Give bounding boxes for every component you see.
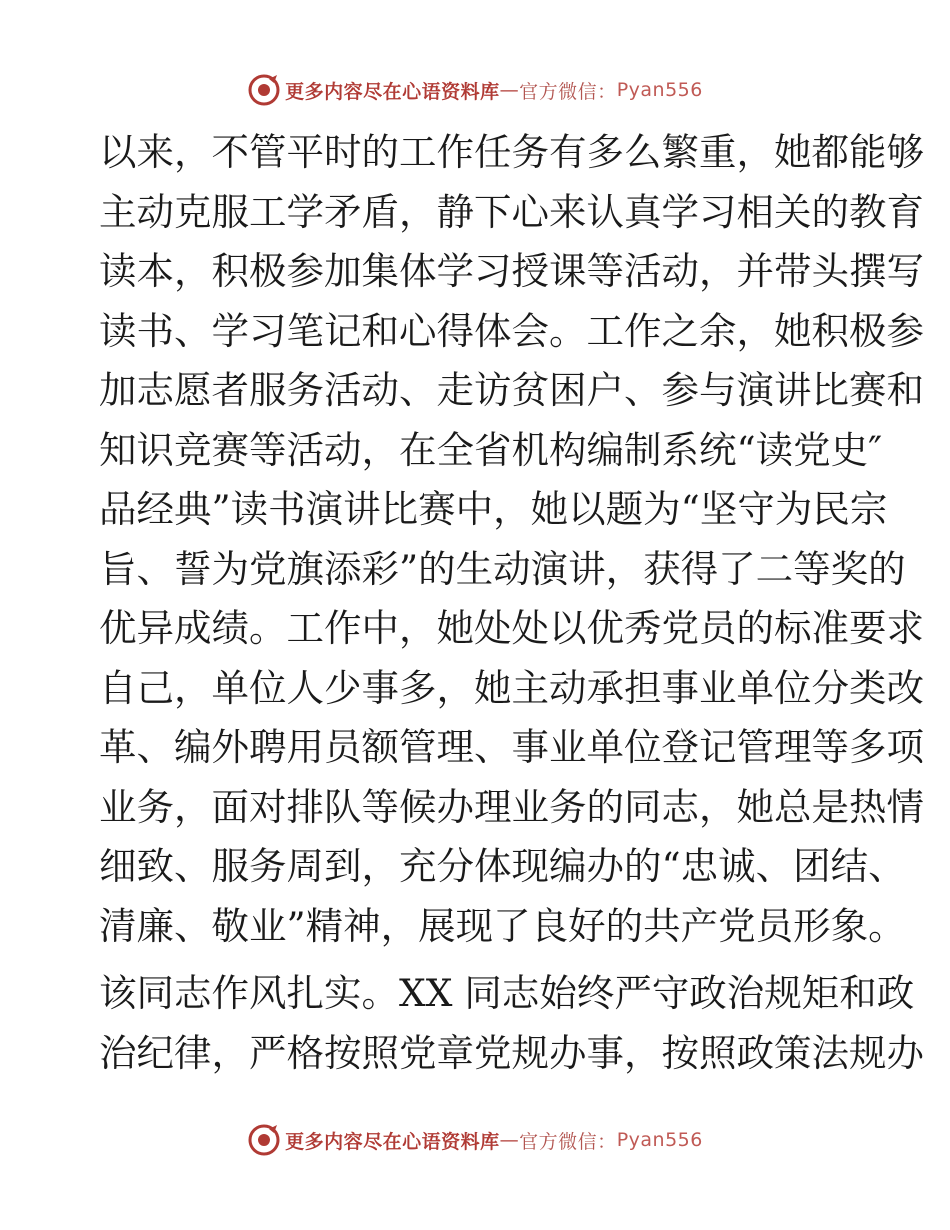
footer-contact-handle: Pyan556 xyxy=(616,1129,703,1151)
header-brand: 更多内容尽在心语资料库 xyxy=(285,80,500,103)
text-line: 治纪律，严格按照党章党规办事，按照政策法规办 xyxy=(99,1030,924,1075)
paragraph-2 xyxy=(99,964,924,1083)
footer-banner xyxy=(0,1120,950,1160)
text-line: 加志愿者服务活动、走访贫困户、参与演讲比赛和 xyxy=(99,368,924,412)
text-line: 优异成绩。工作中，她处处以优秀党员的标准要求 xyxy=(99,606,924,650)
text-line: 以来，不管平时的工作任务有多么繁重，她都能够 xyxy=(99,130,924,174)
text-line: 业务，面对排队等候办理业务的同志，她总是热情 xyxy=(99,784,924,829)
text-line: 旨、誓为党旗添彩”的生动演讲，获得了二等奖的 xyxy=(99,546,906,591)
logo-icon xyxy=(247,1123,281,1157)
logo-icon xyxy=(247,73,281,107)
text-line: 该同志作风扎实。XX 同志始终严守政治规矩和政 xyxy=(99,971,915,1015)
header-banner xyxy=(0,70,950,110)
text-line: 品经典”读书演讲比赛中，她以题为“坚守为民宗 xyxy=(99,487,888,531)
header-contact-label: 官方微信： xyxy=(519,80,617,103)
text-line: 革、编外聘用员额管理、事业单位登记管理等多项 xyxy=(99,725,924,769)
footer-separator: — xyxy=(499,1129,520,1151)
footer-brand: 更多内容尽在心语资料库 xyxy=(285,1130,500,1153)
text-line: 知识竞赛等活动，在全省机构编制系统“读党史″ xyxy=(99,427,883,472)
text-line: 读本，积极参加集体学习授课等活动，并带头撰写 xyxy=(99,249,924,293)
header-separator: — xyxy=(499,79,520,101)
text-line: 细致、服务周到，充分体现编办的“忠诚、团结、 xyxy=(99,844,906,888)
footer-contact-label: 官方微信： xyxy=(519,1130,617,1153)
text-line: 主动克服工学矛盾，静下心来认真学习相关的教育 xyxy=(99,189,924,234)
text-line: 清廉、敬业”精神，展现了良好的共产党员形象。 xyxy=(99,903,906,948)
header-contact-handle: Pyan556 xyxy=(616,79,703,101)
document-body xyxy=(99,123,924,1083)
text-line: 读书、学习笔记和心得体会。工作之余，她积极参 xyxy=(99,308,924,353)
paragraph-spacer xyxy=(99,956,849,964)
text-line: 自己，单位人少事多，她主动承担事业单位分类改 xyxy=(99,665,924,710)
paragraph-1 xyxy=(99,123,924,956)
